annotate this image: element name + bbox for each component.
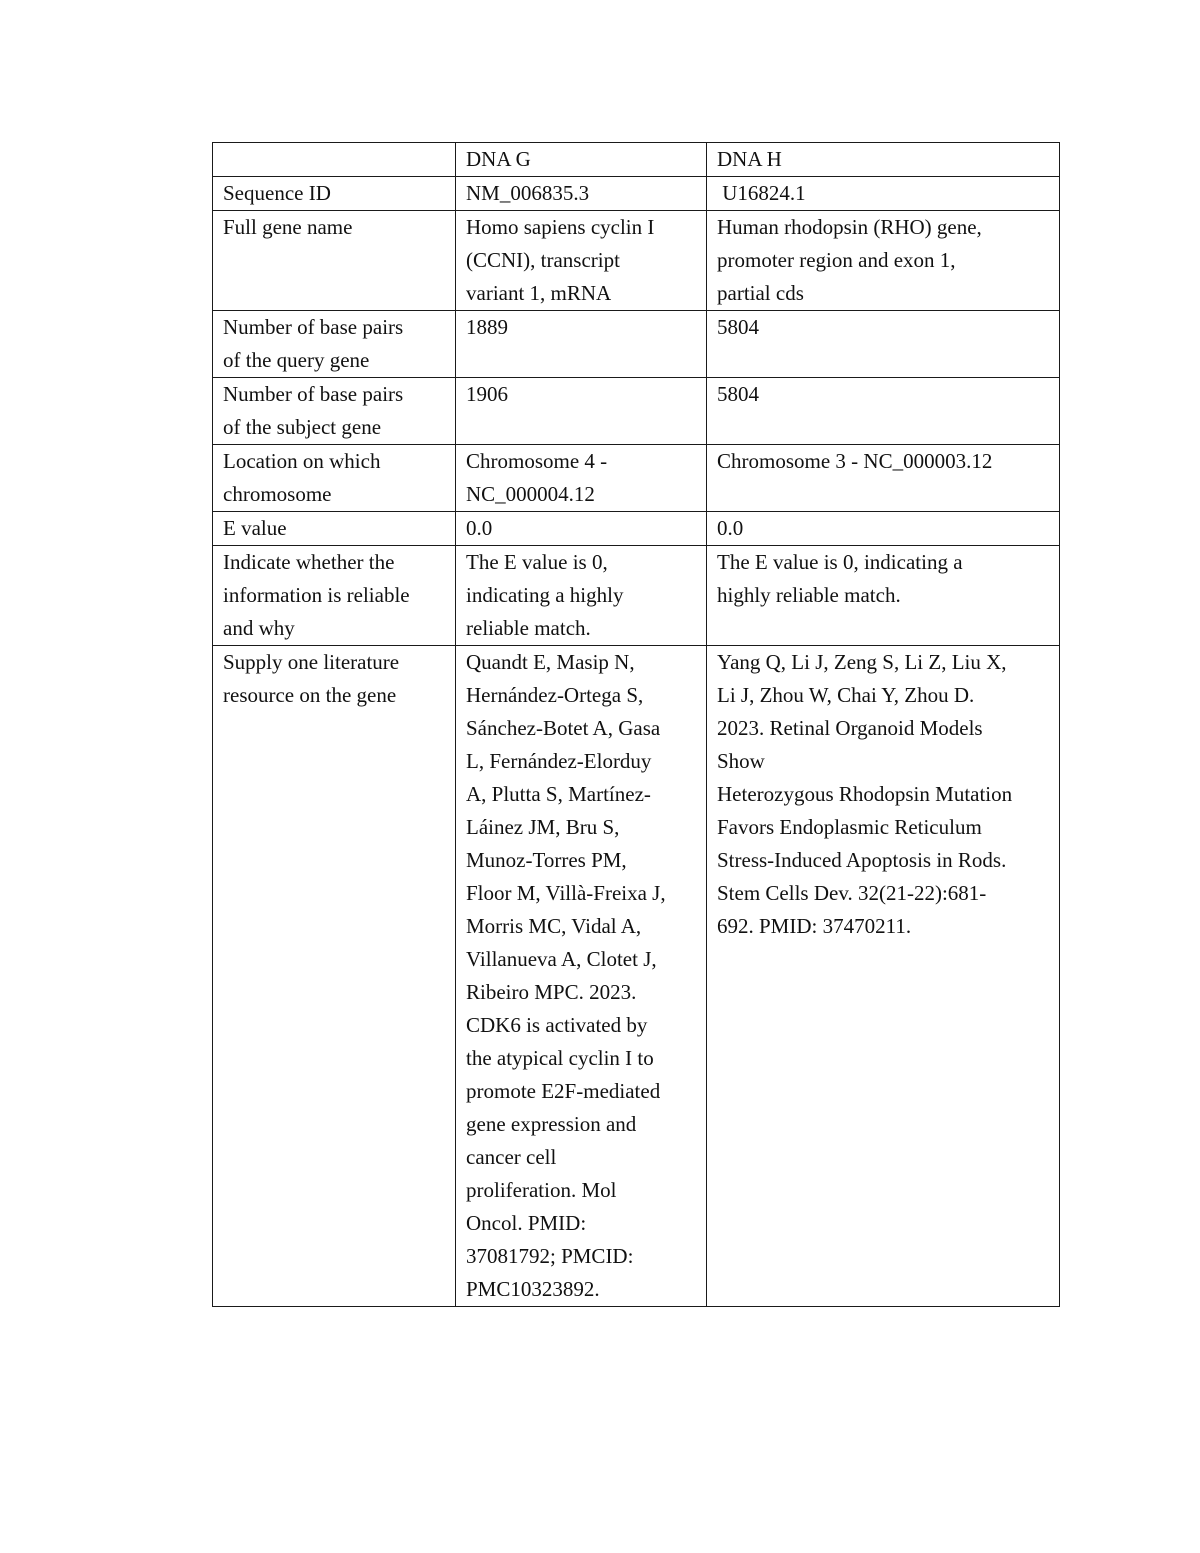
dna-h-value: 5804 [717, 315, 759, 339]
table-row-sequence-id [213, 177, 1060, 211]
header-dna-g [456, 143, 707, 177]
dna-g-cell [456, 546, 707, 646]
dna-h-cell [707, 177, 1060, 211]
dna-h-cell [707, 378, 1060, 445]
dna-g-value: Quandt E, Masip N, Hernández-Ortega S, Sánchez-Botet A, Gasa L, Fernández-Elorduy A, Plutta S, Martínez- Láinez JM, Bru S, Munoz-Torres PM, Floor M, Villà-Freixa J, Morris MC, Vidal A, Villanueva A, Clotet J, Ribeiro MPC. 2023. CDK6 is activated by the atypical cyclin I to promote E2F-mediated gene expression and cancer cell proliferation. Mol Oncol. PMID: 37081792; PMCID: PMC10323892. [466, 650, 666, 1301]
table-header-row [213, 143, 1060, 177]
dna-h-value: Yang Q, Li J, Zeng S, Li Z, Liu X, Li J, Zhou W, Chai Y, Zhou D. 2023. Retinal Organoid Models Show Heterozygous Rhodopsin Mutation Favors Endoplasmic Reticulum Stress-Induced Apoptosis in Rods. Stem Cells Dev. 32(21-22):681- 692. PMID: 37470211. [717, 650, 1013, 938]
dna-g-cell [456, 211, 707, 311]
row-label-cell [213, 445, 456, 512]
dna-g-value: Chromosome 4 - NC_000004.12 [466, 449, 608, 506]
dna-h-cell [707, 211, 1060, 311]
row-label-cell [213, 177, 456, 211]
row-label: Number of base pairs of the query gene [223, 315, 404, 372]
row-label: Supply one literature resource on the gene [223, 650, 400, 707]
gene-comparison-table [212, 142, 1060, 1307]
table-row-subject-base-pairs [213, 378, 1060, 445]
row-label-cell [213, 646, 456, 1307]
dna-g-value: Homo sapiens cyclin I (CCNI), transcript variant 1, mRNA [466, 215, 655, 305]
row-label-cell [213, 311, 456, 378]
row-label: Location on which chromosome [223, 449, 381, 506]
dna-h-cell [707, 646, 1060, 1307]
row-label-cell [213, 512, 456, 546]
row-label-cell [213, 546, 456, 646]
table-row-e-value [213, 512, 1060, 546]
row-label: Number of base pairs of the subject gene [223, 382, 404, 439]
header-row-label-cell [213, 143, 456, 177]
table-row-full-gene-name [213, 211, 1060, 311]
dna-g-value: 1906 [466, 382, 508, 406]
dna-h-value: The E value is 0, indicating a highly reliable match. [717, 550, 963, 607]
row-label: Sequence ID [223, 181, 331, 205]
dna-g-cell [456, 445, 707, 512]
dna-g-value: 0.0 [466, 516, 493, 540]
table-row-literature [213, 646, 1060, 1307]
dna-h-value: 0.0 [717, 516, 744, 540]
header-dna-h [707, 143, 1060, 177]
header-dna-h-text: DNA H [717, 147, 782, 171]
dna-h-value: Chromosome 3 - NC_000003.12 [717, 449, 993, 473]
dna-h-value: U16824.1 [717, 181, 806, 205]
dna-h-cell [707, 445, 1060, 512]
row-label: Full gene name [223, 215, 353, 239]
dna-h-cell [707, 512, 1060, 546]
row-label: Indicate whether the information is reliable and why [223, 550, 410, 640]
row-label-cell [213, 211, 456, 311]
table-row-reliability [213, 546, 1060, 646]
dna-h-value: Human rhodopsin (RHO) gene, promoter region and exon 1, partial cds [717, 215, 982, 305]
dna-g-value: 1889 [466, 315, 508, 339]
dna-g-cell [456, 646, 707, 1307]
dna-h-cell [707, 311, 1060, 378]
table-row-query-base-pairs [213, 311, 1060, 378]
dna-g-cell [456, 177, 707, 211]
row-label: E value [223, 516, 287, 540]
dna-g-value: NM_006835.3 [466, 181, 590, 205]
dna-h-value: 5804 [717, 382, 759, 406]
dna-g-value: The E value is 0, indicating a highly reliable match. [466, 550, 624, 640]
dna-g-cell [456, 311, 707, 378]
dna-g-cell [456, 378, 707, 445]
dna-g-cell [456, 512, 707, 546]
table-row-chromosome-location [213, 445, 1060, 512]
row-label-cell [213, 378, 456, 445]
dna-h-cell [707, 546, 1060, 646]
header-dna-g-text: DNA G [466, 147, 531, 171]
